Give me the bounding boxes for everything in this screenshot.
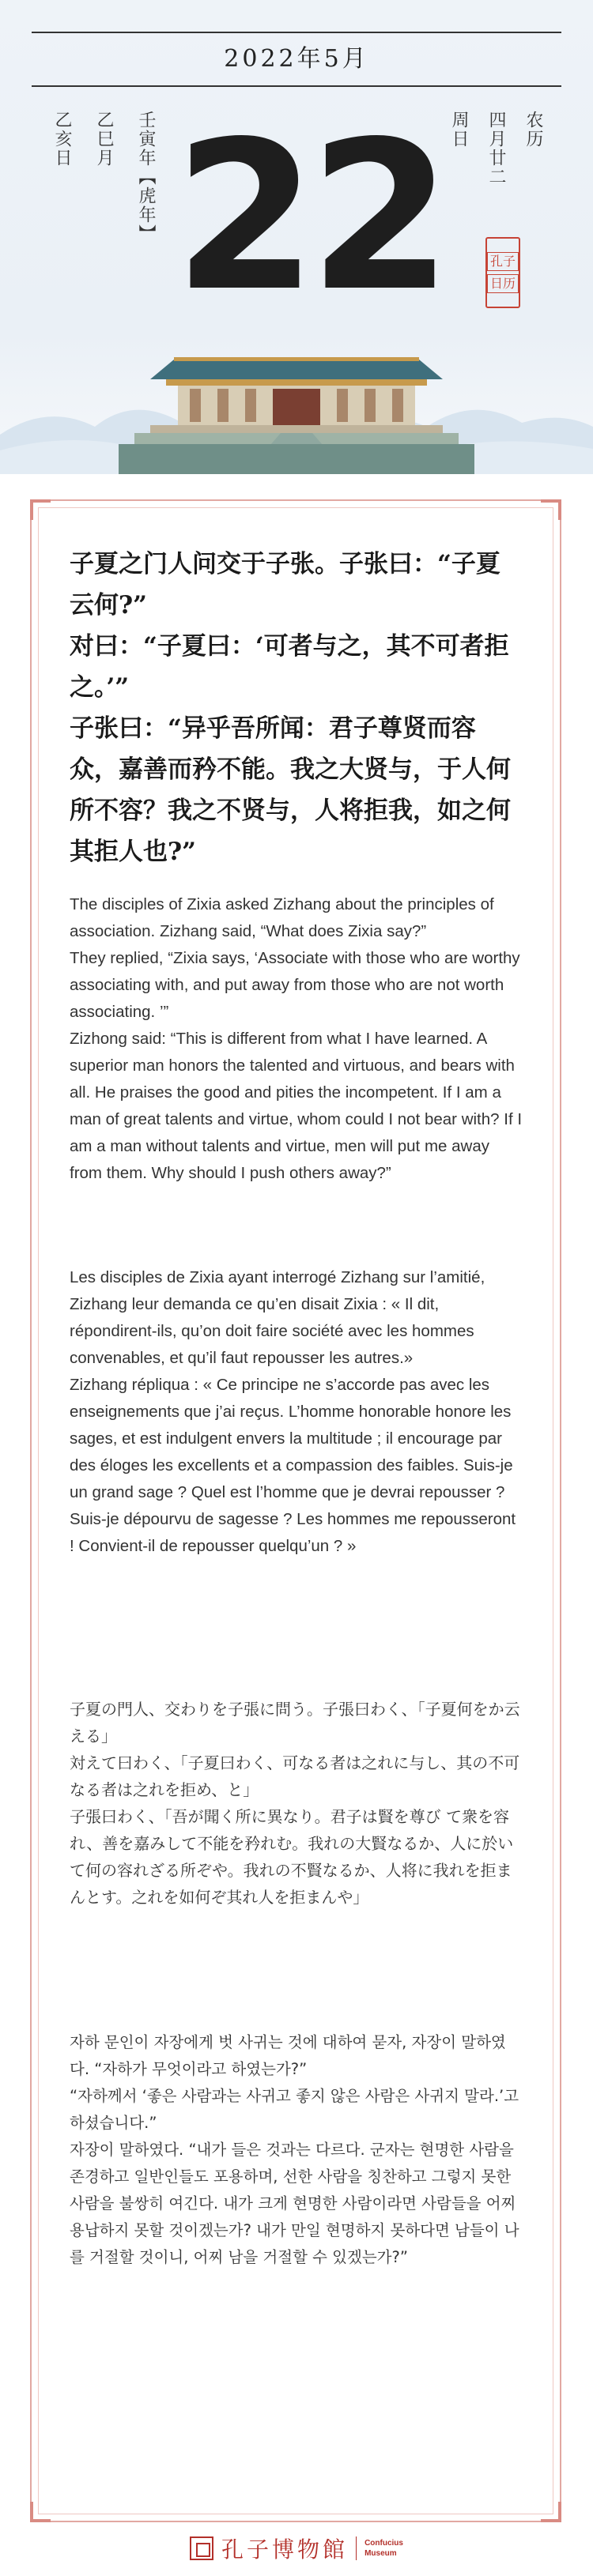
weekday: 周日	[449, 111, 469, 149]
red-seal-stamp	[485, 237, 520, 308]
museum-english-name	[364, 2538, 403, 2559]
lunar-date: 四月廿二	[486, 111, 506, 186]
chinese-paragraph: 子张曰：“异乎吾所闻：君子尊贤而容众，嘉善而矜不能。我之大贤与，于人何所不容？我之不贤与，人将拒我，如之何其拒人也?”	[70, 714, 511, 866]
chinese-paragraph: 子夏之门人问交于子张。子张曰：“子夏云何?”	[70, 550, 500, 620]
ganzhi-column	[52, 111, 158, 316]
museum-footer	[0, 2521, 593, 2576]
ganzhi-month: 乙巳月	[94, 111, 114, 168]
japanese-paragraph: 子夏の門人、交わりを子張に問う。子張曰わく、「子夏何をか云える」	[70, 1700, 520, 1746]
lunar-label: 农历	[523, 111, 543, 149]
korean-translation	[70, 2029, 523, 2271]
korean-paragraph: 자장이 말하였다. “내가 들은 것과는 다르다. 군자는 현명한 사람을 존경하고 일반인들도 포용하며, 선한 사람을 칭찬하고 그렇지 못한 사람을 불쌍히 여긴다. 내가 크게 현명한 사람이라면 사람들을 어찌 용납하지 못할 것이겠는가? 내가 만일 현명하지 못하다면 남들이 나를 거절할 것이니, 어찌 남을 거절할 수 있겠는가?”	[70, 2141, 519, 2266]
japanese-paragraph: 子張曰わく、「吾が聞く所に異なり。君子は賢を尊び て衆を容れ、善を嘉みして不能を矜れむ。我れの大賢なるか、人に於いて何の容れざる所ぞや。我れの不賢なるか、人将に我れを拒まんとす。之れを如何ぞ其れ人を拒まんや」	[70, 1807, 514, 1907]
frame-corner-ornament	[30, 499, 51, 520]
museum-name: 孔子博物館	[221, 2536, 349, 2563]
french-paragraph: Zizhang répliqua : « Ce principe ne s’accorde pas avec les enseignements que j’ai reçus. L’homme honorable honore les sages, et est indulgent envers la multitude ; il encourage par des éloges les excellents et a compassion des faibles. Suis-je un grand sage ? Quel est l’homme que je devrai repousser ? Suis-je dépourvu de sagesse ? Les hommes me repousseront ! Convient-il de repousser quelqu’un ? »	[70, 1376, 516, 1555]
japanese-paragraph: 対えて曰わく、「子夏曰わく、可なる者は之れに与し、其の不可なる者は之れを拒め、と」	[70, 1753, 520, 1799]
ganzhi-year: 壬寅年【虎年】	[136, 111, 156, 243]
french-translation	[70, 1264, 523, 1560]
museum-en-line-1: Confucius	[364, 2539, 403, 2548]
english-paragraph: Zizhong said: “This is different from what I have learned. A superior man honors the talented and virtuous, and bears with all. He praises the good and pities the incompetent. If I am a man of great talents and virtue, whom could I not bear with? If I am a man without talents and virtue, men will put me away from them. Why should I push others away?”	[70, 1030, 523, 1182]
ganzhi-day: 乙亥日	[52, 111, 72, 168]
chinese-passage	[70, 544, 523, 872]
korean-paragraph: 자하 문인이 자장에게 벗 사귀는 것에 대하여 묻자, 자장이 말하였다. “자하가 무엇이라고 하였는가?”	[70, 2033, 506, 2078]
english-paragraph: The disciples of Zixia asked Zizhang about the principles of association. Zizhang said, “What does Zixia say?”	[70, 895, 494, 940]
seal-text-1: 孔子	[487, 252, 519, 271]
english-translation	[70, 891, 523, 1187]
frame-corner-ornament	[541, 499, 561, 520]
chinese-paragraph: 对曰：“子夏曰：‘可者与之，其不可者拒之。’”	[70, 632, 509, 702]
day-number: 22	[174, 98, 444, 337]
japanese-translation	[70, 1696, 523, 1911]
frame-corner-ornament	[30, 2502, 51, 2522]
frame-corner-ornament	[541, 2502, 561, 2522]
year-month-title: 2022年5月	[32, 32, 561, 87]
english-paragraph: They replied, “Zixia says, ‘Associate with those who are worthy associating with, and put away from those who are not worth associating. ’”	[70, 949, 520, 1021]
footer-divider	[356, 2536, 357, 2560]
seal-text-2: 日历	[487, 274, 519, 293]
french-paragraph: Les disciples de Zixia ayant interrogé Zizhang sur l’amitié, Zizhang leur demanda ce qu’en disait Zixia : « Il dit, répondirent-ils, qu’on doit faire société avec les hommes convenables, et qu’il faut repousser les autres.»	[70, 1268, 485, 1367]
museum-building-illustration	[119, 348, 474, 474]
museum-logo-icon	[190, 2536, 213, 2560]
calendar-header	[0, 0, 593, 474]
korean-paragraph: “자하께서 ‘좋은 사람과는 사귀고 좋지 않은 사람은 사귀지 말라.’고 하셨습니다.”	[70, 2087, 519, 2132]
museum-en-line-2: Museum	[364, 2549, 397, 2558]
